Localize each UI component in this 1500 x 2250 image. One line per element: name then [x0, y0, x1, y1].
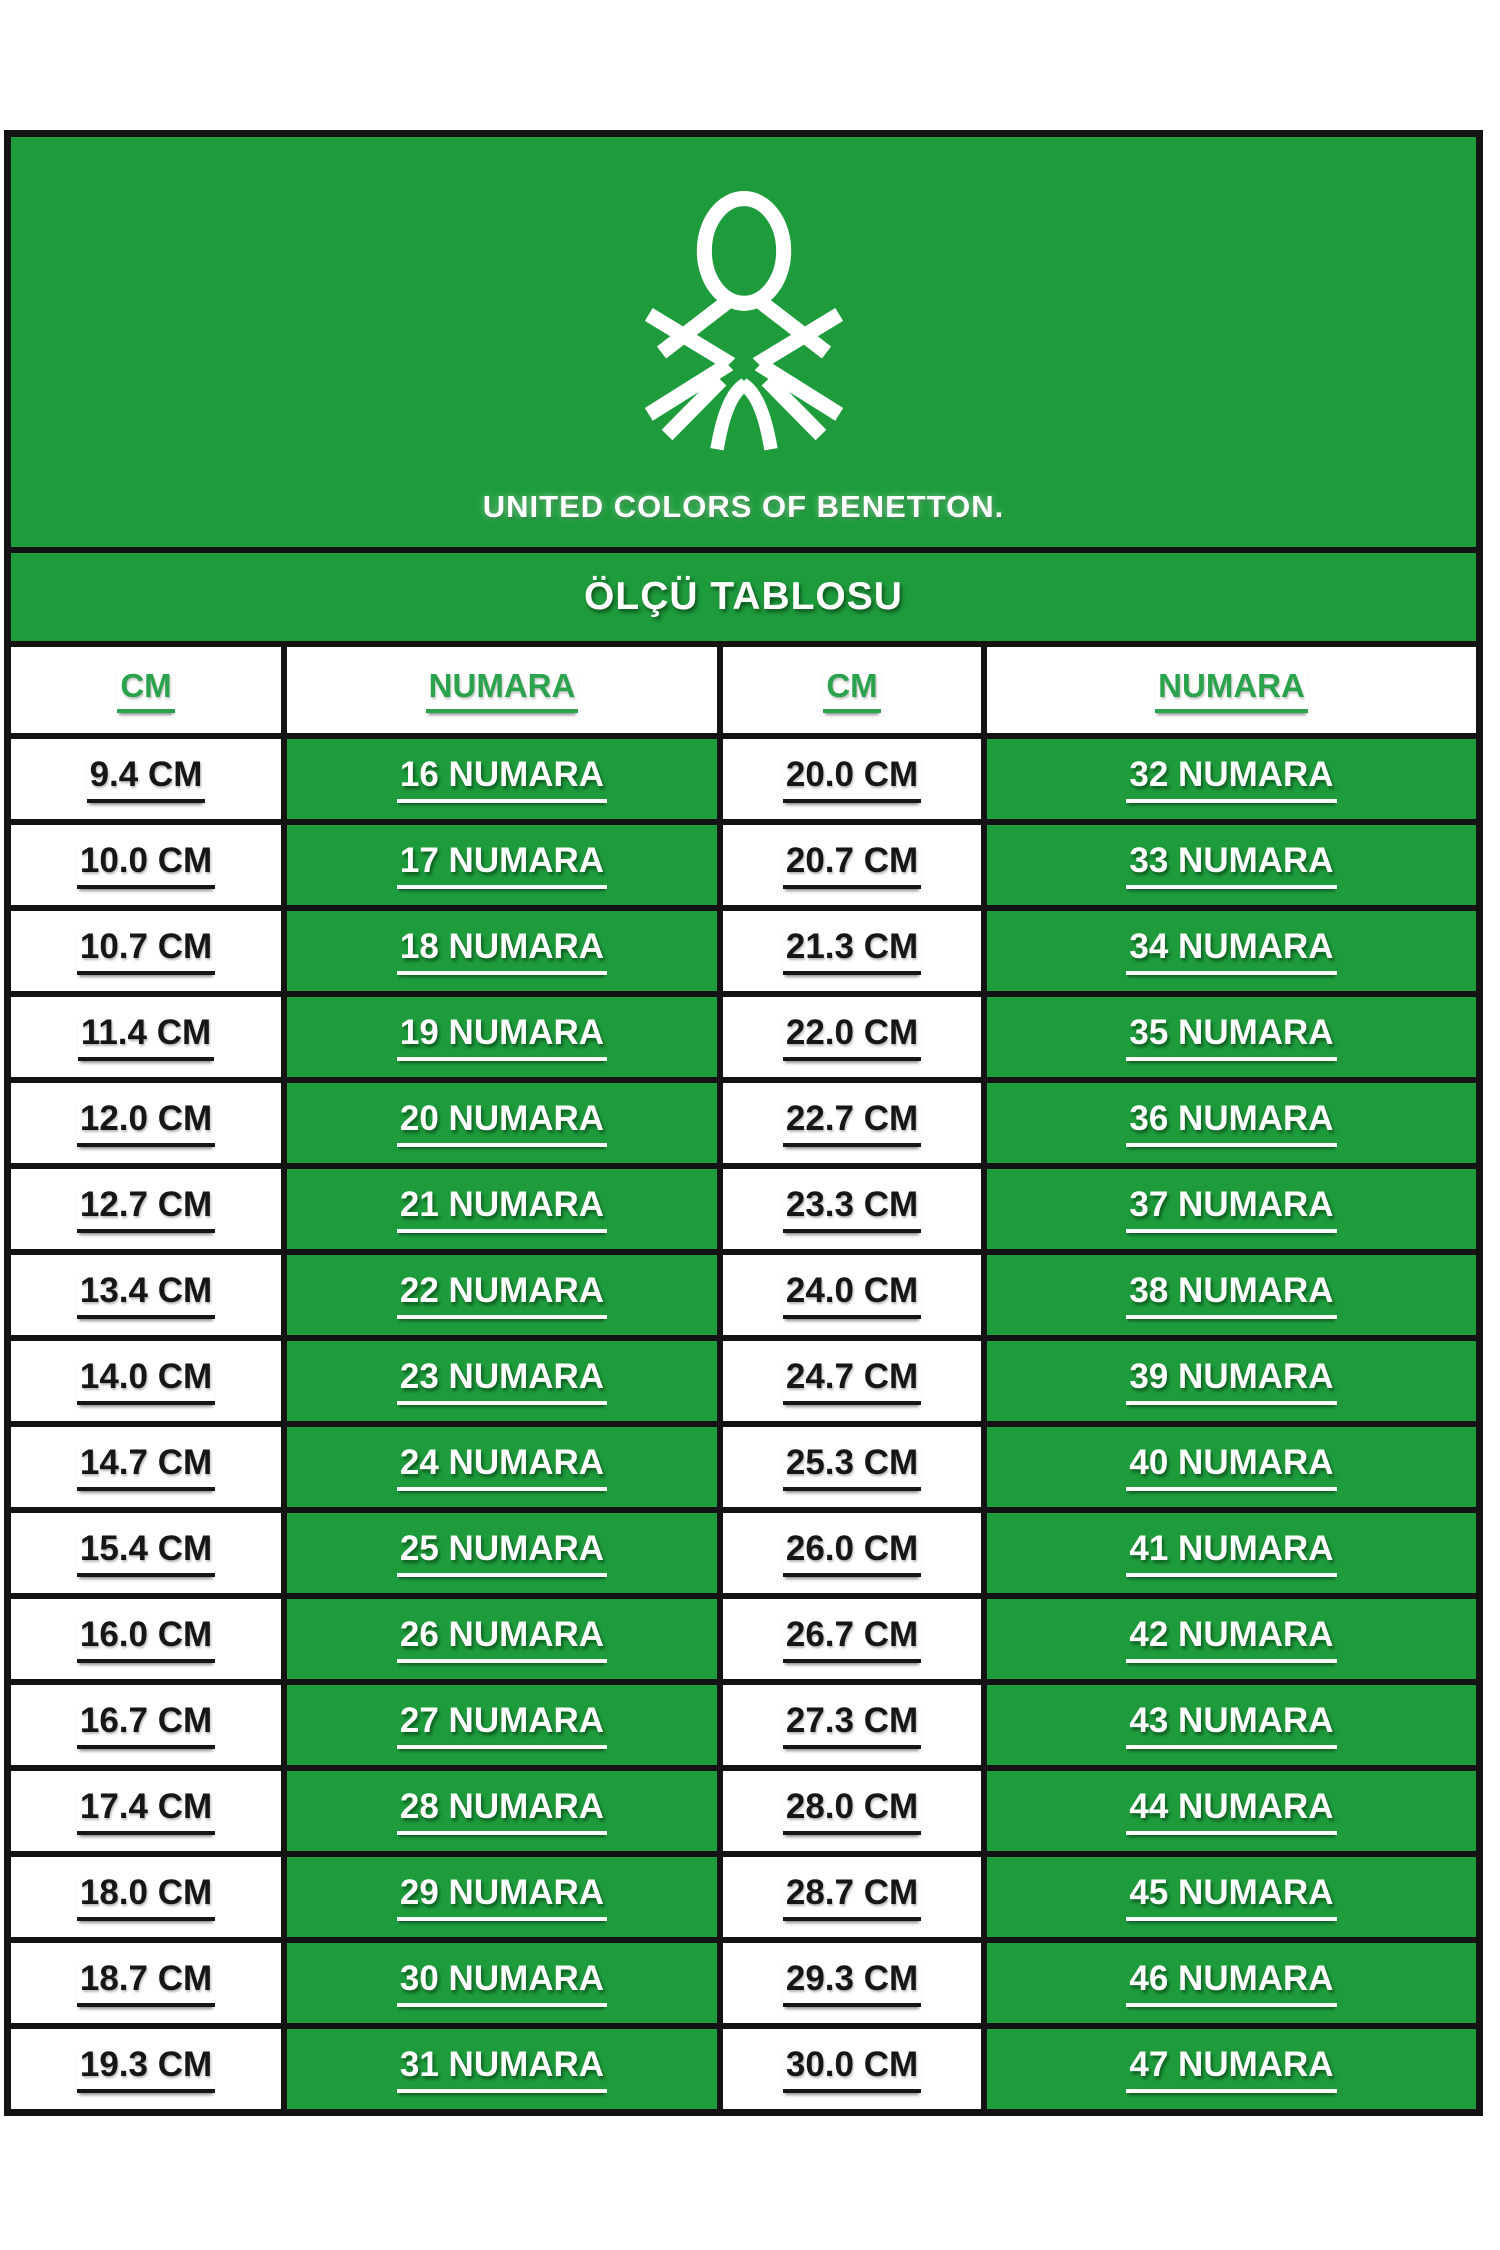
numara-cell-left: 31 NUMARA	[287, 2029, 717, 2109]
cm-cell-right: 25.3 CM	[723, 1427, 981, 1507]
cm-cell-right: 26.7 CM	[723, 1599, 981, 1679]
cm-cell-right: 26.0 CM	[723, 1513, 981, 1593]
numara-cell-right: 47 NUMARA	[987, 2029, 1476, 2109]
numara-cell-right: 37 NUMARA	[987, 1169, 1476, 1249]
cm-cell-left: 13.4 CM	[11, 1255, 281, 1335]
cm-cell-left: 10.7 CM	[11, 911, 281, 991]
cm-cell-left: 12.0 CM	[11, 1083, 281, 1163]
header-cm-right: CM	[723, 647, 981, 733]
cm-cell-left: 16.0 CM	[11, 1599, 281, 1679]
brand-wordmark: UNITED COLORS OF BENETTON.	[482, 489, 1005, 524]
cm-cell-left: 15.4 CM	[11, 1513, 281, 1593]
numara-cell-right: 40 NUMARA	[987, 1427, 1476, 1507]
header-numara-left: NUMARA	[287, 647, 717, 733]
cm-cell-left: 16.7 CM	[11, 1685, 281, 1765]
brand-header	[11, 137, 1476, 547]
cm-cell-right: 27.3 CM	[723, 1685, 981, 1765]
cm-cell-left: 18.0 CM	[11, 1857, 281, 1937]
numara-cell-left: 21 NUMARA	[287, 1169, 717, 1249]
numara-cell-left: 23 NUMARA	[287, 1341, 717, 1421]
cm-cell-right: 30.0 CM	[723, 2029, 981, 2109]
header-numara-right: NUMARA	[987, 647, 1476, 733]
numara-cell-left: 22 NUMARA	[287, 1255, 717, 1335]
numara-cell-left: 26 NUMARA	[287, 1599, 717, 1679]
cm-cell-left: 19.3 CM	[11, 2029, 281, 2109]
numara-cell-left: 19 NUMARA	[287, 997, 717, 1077]
numara-cell-right: 34 NUMARA	[987, 911, 1476, 991]
numara-cell-left: 30 NUMARA	[287, 1943, 717, 2023]
cm-cell-right: 24.0 CM	[723, 1255, 981, 1335]
benetton-knot-icon	[625, 165, 863, 467]
cm-cell-right: 21.3 CM	[723, 911, 981, 991]
numara-cell-right: 43 NUMARA	[987, 1685, 1476, 1765]
numara-cell-right: 46 NUMARA	[987, 1943, 1476, 2023]
cm-cell-left: 12.7 CM	[11, 1169, 281, 1249]
cm-cell-left: 14.7 CM	[11, 1427, 281, 1507]
cm-cell-right: 28.0 CM	[723, 1771, 981, 1851]
numara-cell-right: 44 NUMARA	[987, 1771, 1476, 1851]
numara-cell-right: 38 NUMARA	[987, 1255, 1476, 1335]
cm-cell-right: 20.7 CM	[723, 825, 981, 905]
cm-cell-right: 29.3 CM	[723, 1943, 981, 2023]
cm-cell-left: 17.4 CM	[11, 1771, 281, 1851]
cm-cell-left: 18.7 CM	[11, 1943, 281, 2023]
cm-cell-left: 11.4 CM	[11, 997, 281, 1077]
numara-cell-left: 17 NUMARA	[287, 825, 717, 905]
numara-cell-right: 41 NUMARA	[987, 1513, 1476, 1593]
numara-cell-left: 18 NUMARA	[287, 911, 717, 991]
numara-cell-left: 27 NUMARA	[287, 1685, 717, 1765]
numara-cell-right: 45 NUMARA	[987, 1857, 1476, 1937]
numara-cell-right: 42 NUMARA	[987, 1599, 1476, 1679]
cm-cell-left: 9.4 CM	[11, 739, 281, 819]
numara-cell-left: 25 NUMARA	[287, 1513, 717, 1593]
cm-cell-right: 24.7 CM	[723, 1341, 981, 1421]
cm-cell-right: 22.0 CM	[723, 997, 981, 1077]
cm-cell-right: 22.7 CM	[723, 1083, 981, 1163]
numara-cell-left: 29 NUMARA	[287, 1857, 717, 1937]
numara-cell-right: 33 NUMARA	[987, 825, 1476, 905]
numara-cell-left: 16 NUMARA	[287, 739, 717, 819]
numara-cell-right: 39 NUMARA	[987, 1341, 1476, 1421]
cm-cell-right: 20.0 CM	[723, 739, 981, 819]
cm-cell-right: 23.3 CM	[723, 1169, 981, 1249]
size-table	[4, 130, 1483, 2116]
cm-cell-left: 10.0 CM	[11, 825, 281, 905]
page-title: ÖLÇÜ TABLOSU	[584, 575, 903, 618]
cm-cell-left: 14.0 CM	[11, 1341, 281, 1421]
title-banner	[11, 553, 1476, 641]
numara-cell-left: 28 NUMARA	[287, 1771, 717, 1851]
numara-cell-right: 32 NUMARA	[987, 739, 1476, 819]
cm-cell-right: 28.7 CM	[723, 1857, 981, 1937]
numara-cell-right: 36 NUMARA	[987, 1083, 1476, 1163]
numara-cell-left: 20 NUMARA	[287, 1083, 717, 1163]
numara-cell-left: 24 NUMARA	[287, 1427, 717, 1507]
header-cm-left: CM	[11, 647, 281, 733]
numara-cell-right: 35 NUMARA	[987, 997, 1476, 1077]
